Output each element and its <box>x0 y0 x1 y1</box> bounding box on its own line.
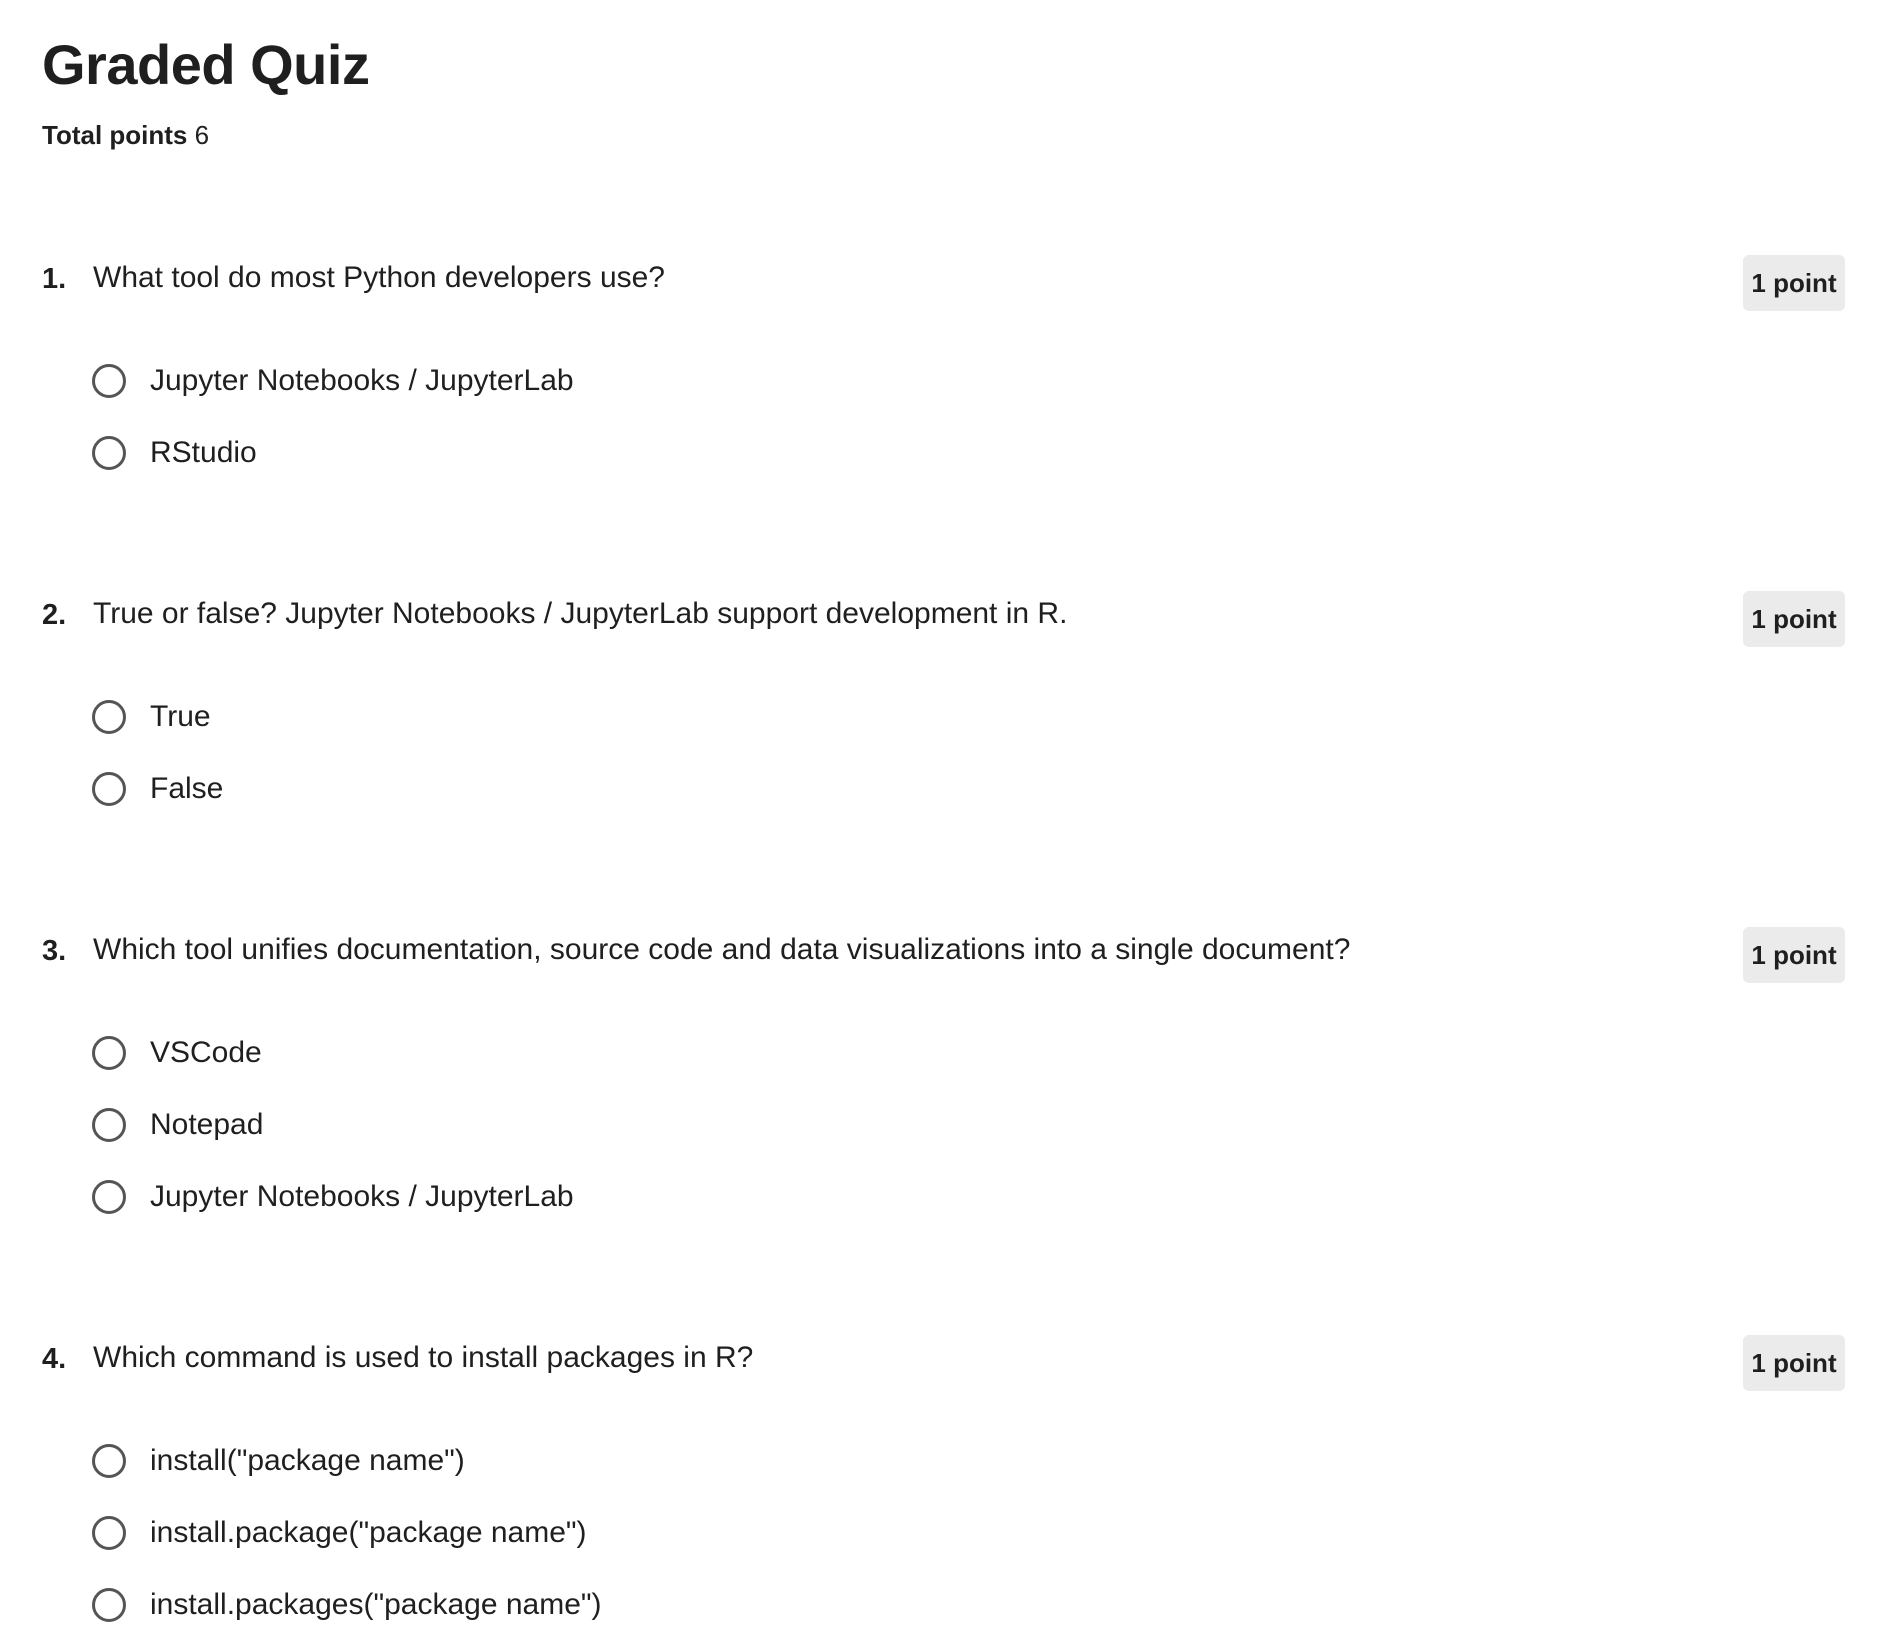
question-header <box>42 591 1842 641</box>
option-radio[interactable] <box>92 753 223 825</box>
radio-button-icon[interactable] <box>92 1180 126 1214</box>
radio-button-icon[interactable] <box>92 1444 126 1478</box>
option-label[interactable]: Jupyter Notebooks / JupyterLab <box>150 364 574 397</box>
question-text: Which tool unifies documentation, source code and data visualizations into a single document? <box>93 933 1351 966</box>
option-label[interactable]: False <box>150 772 224 805</box>
total-points-label: Total points <box>42 120 188 150</box>
option-label[interactable]: install("package name") <box>150 1444 465 1477</box>
radio-button-icon[interactable] <box>92 436 126 470</box>
option-label[interactable]: RStudio <box>150 436 257 469</box>
question-text: True or false? Jupyter Notebooks / JupyterLab support development in R. <box>93 597 1068 630</box>
question-1 <box>42 255 1842 469</box>
question-header <box>42 255 1842 305</box>
total-points-value: 6 <box>194 120 210 150</box>
option-radio[interactable] <box>92 1089 574 1161</box>
radio-button-icon[interactable] <box>92 772 126 806</box>
question-header <box>42 927 1842 977</box>
question-4 <box>42 1335 1842 1621</box>
options-list <box>92 345 574 489</box>
radio-button-icon[interactable] <box>92 1588 126 1622</box>
radio-button-icon[interactable] <box>92 1108 126 1142</box>
question-number: 4. <box>42 1343 67 1375</box>
option-radio[interactable] <box>92 345 574 417</box>
option-label[interactable]: VSCode <box>150 1036 262 1069</box>
question-2 <box>42 591 1842 805</box>
option-radio[interactable] <box>92 1161 574 1233</box>
option-radio[interactable] <box>92 1569 602 1641</box>
question-3 <box>42 927 1842 1213</box>
points-badge: 1 point <box>1743 255 1845 311</box>
option-radio[interactable] <box>92 1017 574 1089</box>
option-label[interactable]: install.packages("package name") <box>150 1588 602 1621</box>
radio-button-icon[interactable] <box>92 364 126 398</box>
points-badge: 1 point <box>1743 927 1845 983</box>
option-label[interactable]: install.package("package name") <box>150 1516 587 1549</box>
options-list <box>92 681 223 825</box>
total-points <box>42 120 209 151</box>
question-header <box>42 1335 1842 1385</box>
option-radio[interactable] <box>92 1497 602 1569</box>
question-text: What tool do most Python developers use? <box>93 261 665 294</box>
option-radio[interactable] <box>92 681 223 753</box>
points-badge: 1 point <box>1743 591 1845 647</box>
radio-button-icon[interactable] <box>92 700 126 734</box>
question-text: Which command is used to install packages in R? <box>93 1341 754 1374</box>
option-radio[interactable] <box>92 417 574 489</box>
page-title: Graded Quiz <box>42 33 370 96</box>
radio-button-icon[interactable] <box>92 1036 126 1070</box>
question-number: 1. <box>42 263 67 295</box>
option-label[interactable]: Jupyter Notebooks / JupyterLab <box>150 1180 574 1213</box>
question-number: 3. <box>42 935 67 967</box>
options-list <box>92 1017 574 1233</box>
option-radio[interactable] <box>92 1425 602 1497</box>
question-number: 2. <box>42 599 67 631</box>
option-label[interactable]: True <box>150 700 211 733</box>
option-label[interactable]: Notepad <box>150 1108 264 1141</box>
radio-button-icon[interactable] <box>92 1516 126 1550</box>
options-list <box>92 1425 602 1641</box>
points-badge: 1 point <box>1743 1335 1845 1391</box>
